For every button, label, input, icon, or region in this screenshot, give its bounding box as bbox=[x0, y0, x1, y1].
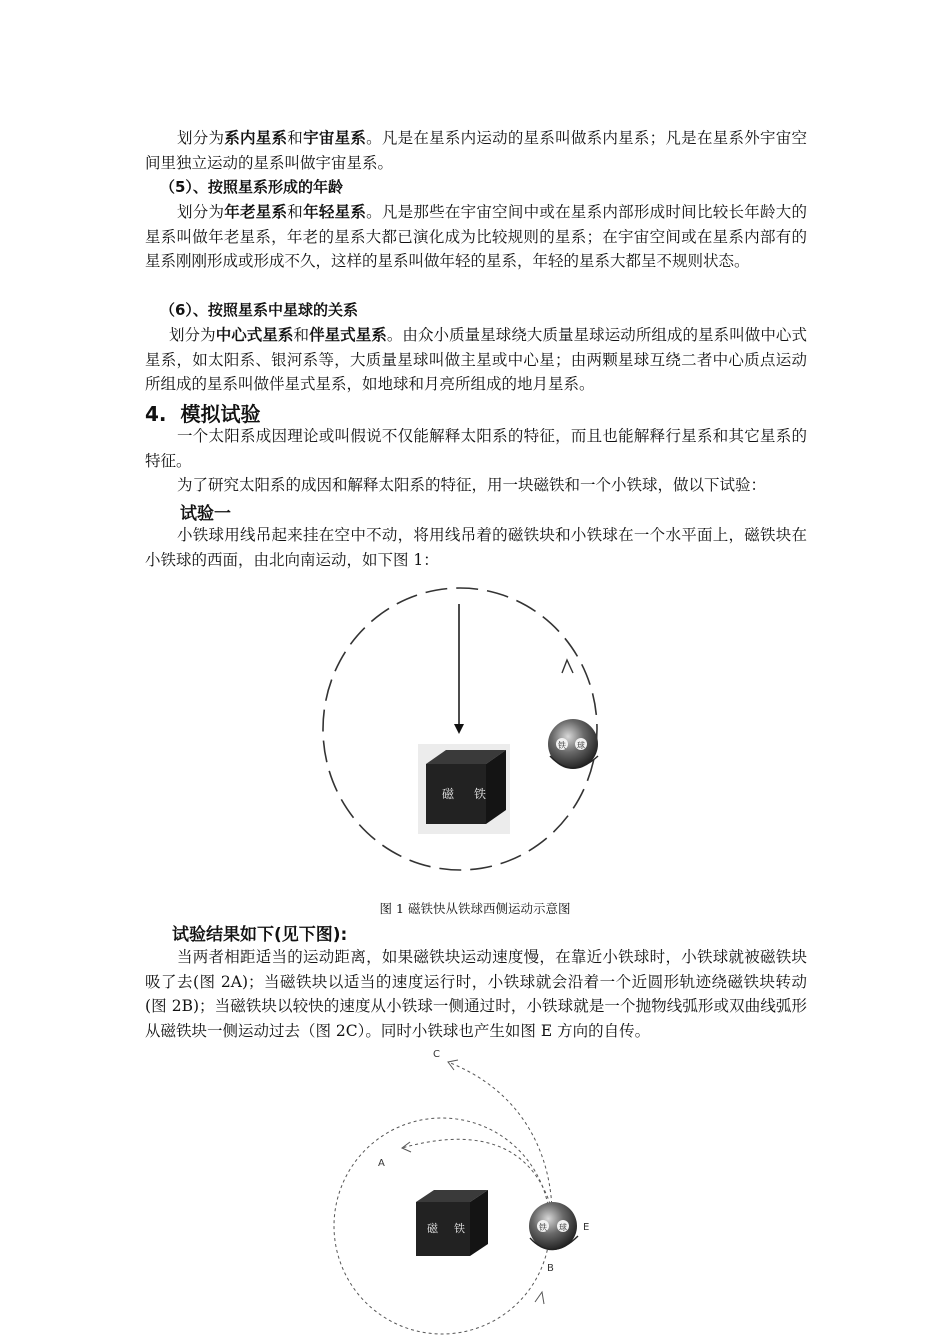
heading-by-relation: （6）、按照星系中星球的关系 bbox=[160, 301, 358, 319]
heading-results: 试验结果如下(见下图): bbox=[172, 925, 348, 945]
label-b: B bbox=[547, 1263, 554, 1274]
label-e: E bbox=[583, 1222, 590, 1233]
paragraph-trial-setup: 小铁球用线吊起来挂在空中不动，将用线吊着的磁铁块和小铁球在一个水平面上，磁铁块在小铁球的西面，由北向南运动，如下图 1： bbox=[145, 526, 807, 569]
magnet-block bbox=[418, 744, 510, 834]
arrow-c-icon bbox=[448, 1060, 458, 1070]
paragraph-galaxy-relation: 划分为中心式星系和伴星式星系。由众小质量星球绕大质量星球运动所组成的星系叫做中心式星系，如太阳系、银河系等，大质量星球叫做主星或中心星；由两颗星球互绕二者中心质点运动所组成的星系叫做伴星式星系，如地球和月亮所组成的地月星系。 bbox=[145, 325, 807, 393]
orbit-direction-arrow-icon bbox=[562, 660, 573, 673]
paragraph-results: 当两者相距适当的运动距离，如果磁铁块运动速度慢，在靠近小铁球时，小铁球就被磁铁块吸了去(图 2A)；当磁铁块以适当的速度运行时，小铁球就会沿着一个近圆形轨迹绕磁铁块转动(图 2B)；当磁铁块以较快的速度从小铁球一侧通过时，小铁球就是一个抛物线弧形或双曲线弧形从磁铁块一侧运动过去（图 2C）。同时小铁球也产生如图 E 方向的自传。 bbox=[145, 948, 807, 1040]
magnet-char-1: 磁 bbox=[442, 787, 455, 801]
arrow-head-icon bbox=[454, 724, 464, 734]
iron-ball bbox=[548, 719, 598, 769]
paragraph-theory: 一个太阳系成因理论或叫假说不仅能解释太阳系的特征，而且也能解释行星系和其它星系的特征。 bbox=[145, 427, 807, 470]
magnet-block-2 bbox=[416, 1190, 488, 1256]
section-heading-simulation: 4. 模拟试验 bbox=[145, 402, 261, 426]
heading-by-age: （5）、按照星系形成的年龄 bbox=[160, 178, 343, 196]
magnet2-char-1: 磁 bbox=[427, 1222, 438, 1235]
ball2-char-1: 铁 bbox=[539, 1223, 547, 1232]
trajectory-c-path bbox=[448, 1062, 552, 1210]
paragraph-galaxy-age: 划分为年老星系和年轻星系。凡是那些在宇宙空间中或在星系内部形成时间比较长年龄大的星系叫做年老星系，年老的星系大都已演化成为比较规则的星系；在宇宙空间或在星系内部有的星系刚刚形成或形成不久，这样的星系叫做年轻的星系，年轻的星系大都呈不规则状态。 bbox=[145, 202, 807, 270]
ball-char-2: 球 bbox=[577, 741, 585, 750]
iron-ball-2 bbox=[529, 1202, 578, 1250]
figure-1-caption: 图 1 磁铁快从铁球西侧运动示意图 bbox=[379, 901, 571, 916]
paragraph-intra-galaxy: 划分为系内星系和宇宙星系。凡是在星系内运动的星系叫做系内星系；凡是在星系外宇宙空间里独立运动的星系叫做宇宙星系。 bbox=[145, 128, 807, 172]
arrow-a-icon bbox=[402, 1142, 411, 1152]
heading-trial-one: 试验一 bbox=[180, 504, 231, 524]
label-c: C bbox=[433, 1049, 440, 1060]
figure-1-diagram bbox=[310, 578, 630, 878]
figure-2-diagram bbox=[330, 1040, 620, 1340]
magnet-char-2: 铁 bbox=[474, 787, 487, 801]
arrow-b-icon bbox=[535, 1292, 544, 1304]
ball-char-1: 铁 bbox=[558, 741, 566, 750]
magnet2-char-2: 铁 bbox=[454, 1222, 465, 1235]
ball2-char-2: 球 bbox=[559, 1223, 567, 1232]
paragraph-experiment-intro: 为了研究太阳系的成因和解释太阳系的特征，用一块磁铁和一个小铁球，做以下试验： bbox=[177, 476, 767, 494]
label-a: A bbox=[378, 1158, 385, 1169]
